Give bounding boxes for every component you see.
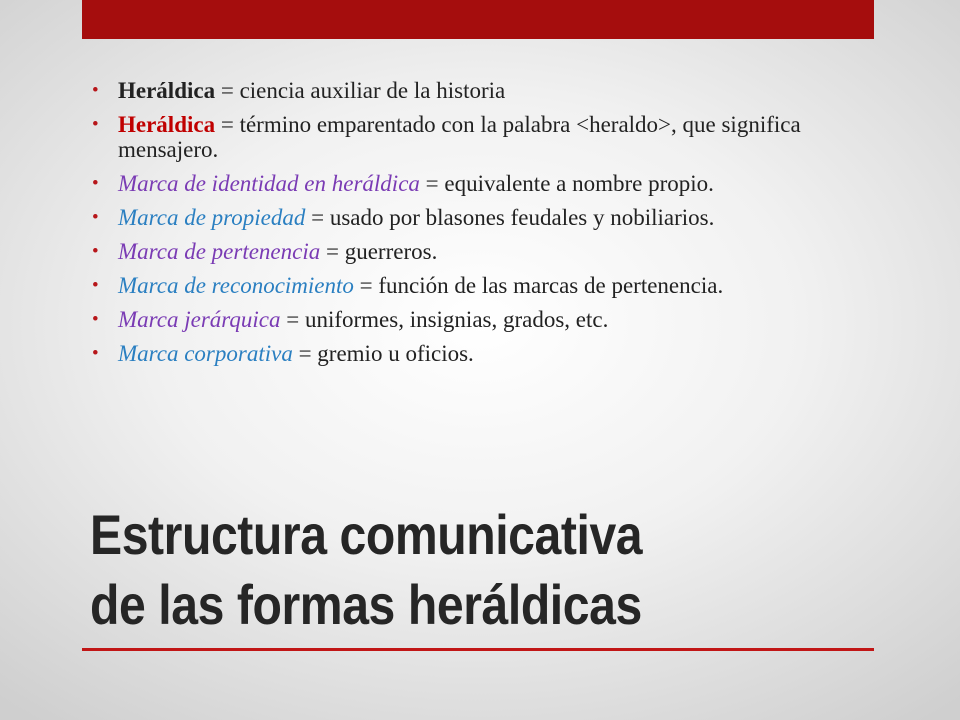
- bullet-item: [92, 307, 882, 332]
- bullet-item: [92, 112, 882, 162]
- title-line-1: Estructura comunicativa: [90, 503, 643, 566]
- bullet-definition: = gremio u oficios.: [292, 341, 474, 366]
- bullet-term: Marca de reconocimiento: [118, 273, 354, 298]
- bullet-term: Marca jerárquica: [118, 307, 281, 332]
- bullet-item: [92, 273, 882, 298]
- bullet-item: [92, 239, 882, 264]
- bullet-dot-icon: •: [92, 207, 99, 228]
- bullet-dot-icon: •: [92, 173, 99, 194]
- title-line-2: de las formas heráldicas: [90, 573, 642, 636]
- bullet-definition: = término emparentado con la palabra <heraldo>, que significa mensajero.: [118, 112, 801, 162]
- bottom-divider: [82, 648, 874, 651]
- bullet-item: [92, 205, 882, 230]
- bullet-term: Marca de pertenencia: [118, 239, 321, 264]
- bullet-item: [92, 78, 882, 103]
- bullet-definition: = usado por blasones feudales y nobiliarios.: [305, 205, 715, 230]
- bullet-item: [92, 341, 882, 366]
- bullet-definition: = equivalente a nombre propio.: [419, 171, 714, 196]
- bullet-dot-icon: •: [92, 309, 99, 330]
- top-accent-bar: [82, 0, 874, 39]
- bullet-dot-icon: •: [92, 241, 99, 262]
- bullet-definition: = ciencia auxiliar de la historia: [215, 78, 506, 103]
- bullet-list: [92, 78, 882, 375]
- bullet-dot-icon: •: [92, 343, 99, 364]
- bullet-dot-icon: •: [92, 275, 99, 296]
- slide-title: [90, 500, 778, 640]
- bullet-dot-icon: •: [92, 80, 99, 101]
- bullet-term: Marca de propiedad: [118, 205, 306, 230]
- bullet-definition: = uniformes, insignias, grados, etc.: [280, 307, 609, 332]
- bullet-definition: = guerreros.: [320, 239, 438, 264]
- bullet-term: Heráldica: [118, 78, 216, 103]
- bullet-term: Marca corporativa: [118, 341, 293, 366]
- bullet-term: Marca de identidad en heráldica: [118, 171, 420, 196]
- bullet-term: Heráldica: [118, 112, 216, 137]
- bullet-dot-icon: •: [92, 114, 99, 135]
- bullet-item: [92, 171, 882, 196]
- bullet-definition: = función de las marcas de pertenencia.: [353, 273, 724, 298]
